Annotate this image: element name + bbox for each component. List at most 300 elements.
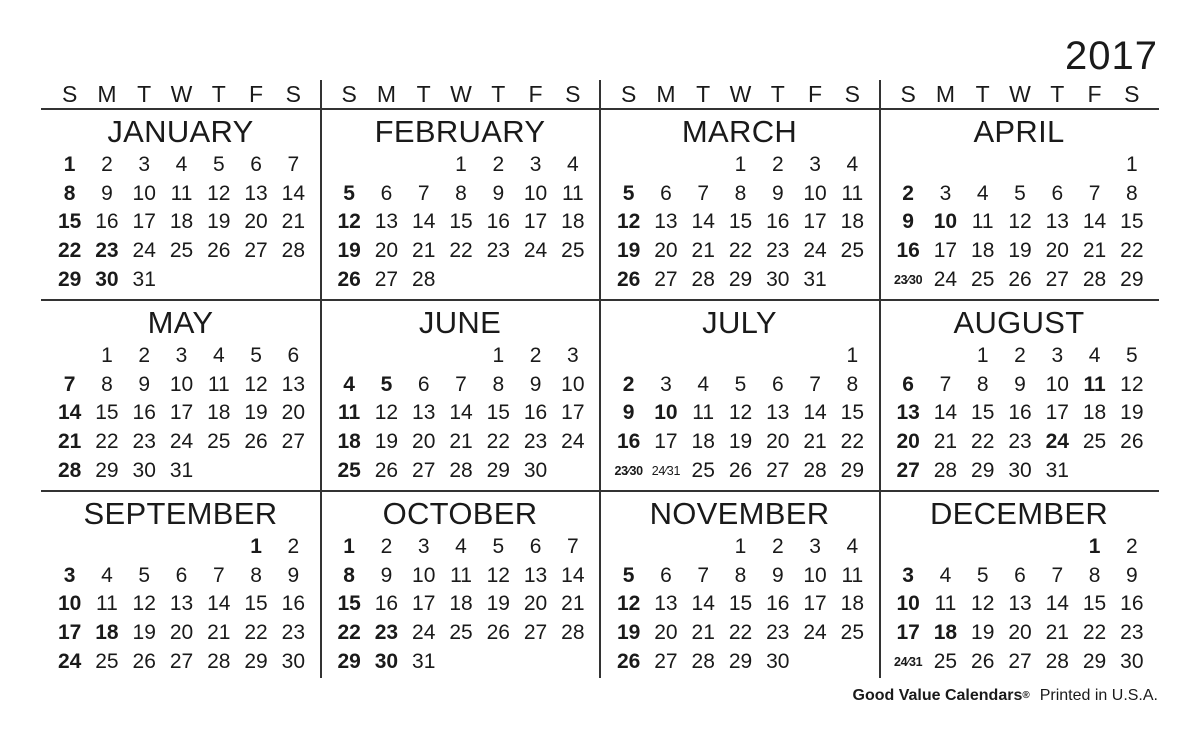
registered-mark: ®: [1022, 690, 1030, 701]
day-cell: 25: [337, 458, 361, 482]
day-cell: 21: [412, 239, 436, 263]
empty-day-cell: [685, 533, 722, 562]
day-cell: 4: [455, 535, 467, 558]
weekday-header: W: [1009, 81, 1031, 107]
day-cell: 16: [374, 592, 399, 616]
day-cell: 24: [523, 239, 548, 263]
weekday-header: T: [211, 81, 226, 107]
day-cell: 29: [486, 458, 510, 482]
empty-day-cell: [1001, 533, 1038, 562]
day-cell: 11: [450, 563, 472, 587]
day-cell: 16: [766, 210, 790, 234]
empty-day-cell: [890, 533, 927, 562]
day-cell: 14: [691, 210, 715, 234]
month-name: NOVEMBER: [649, 496, 830, 531]
day-cell: 27: [654, 649, 678, 673]
day-cell: 29: [971, 458, 995, 482]
day-cell: 9: [138, 372, 151, 396]
day-cell: 28: [1045, 649, 1069, 673]
day-cell: 24: [57, 649, 82, 673]
empty-day-cell: [405, 342, 442, 371]
day-cell: 22: [1120, 239, 1144, 263]
day-cell: 29: [57, 267, 82, 291]
day-cell: 9: [1126, 563, 1138, 587]
day-cell: 23: [281, 621, 306, 645]
day-cell: 11: [338, 401, 361, 425]
day-cell: 15: [840, 401, 865, 425]
day-cell: 11: [561, 181, 584, 205]
day-cell: 6: [287, 344, 300, 367]
empty-day-cell: [927, 533, 964, 562]
calendar-grid: [41, 80, 1159, 680]
weekday-header: S: [844, 81, 860, 107]
day-cell: 29: [1082, 649, 1107, 673]
weekday-header: S: [285, 81, 301, 107]
empty-day-cell: [331, 151, 368, 180]
empty-day-cell: [368, 342, 405, 371]
empty-day-cell: [51, 533, 88, 562]
weekday-header: T: [770, 81, 785, 107]
day-cell: 24: [561, 430, 585, 454]
day-cell: 30: [766, 649, 790, 673]
day-cell: 28: [803, 458, 827, 482]
day-cell: 15: [728, 210, 753, 234]
day-cell: 29: [728, 649, 753, 673]
month-days-grid: [331, 342, 592, 485]
empty-day-cell: [927, 342, 964, 371]
day-cell: 30: [132, 458, 156, 482]
day-cell: 19: [244, 401, 268, 425]
day-cell: 20: [896, 430, 920, 454]
day-cell: 5: [138, 563, 151, 587]
day-cell: 16: [1120, 592, 1144, 616]
day-cell: 21: [691, 239, 715, 263]
day-cell: 25: [933, 649, 958, 673]
empty-day-cell: [331, 342, 368, 371]
month-days-grid: [51, 533, 312, 676]
day-cell: 12: [374, 401, 399, 425]
day-cell: 14: [57, 401, 82, 425]
month-days-grid: [610, 342, 871, 485]
day-cell: 27: [374, 267, 399, 291]
day-cell: 10: [803, 181, 827, 205]
day-cell: 23: [766, 239, 790, 263]
day-cell: 1: [1126, 153, 1138, 176]
day-cell: 13: [412, 401, 436, 425]
day-cell: 12: [616, 210, 641, 234]
day-cell: 13: [281, 372, 306, 396]
month-november: [600, 492, 879, 683]
day-cell: 20: [523, 592, 548, 616]
day-cell: 13: [766, 401, 790, 425]
day-cell: 4: [939, 563, 952, 587]
day-cell: 30: [523, 458, 548, 482]
day-cell: 20: [412, 430, 436, 454]
day-cell: 7: [417, 181, 430, 205]
day-cell: 5: [343, 181, 355, 205]
month-name: AUGUST: [953, 305, 1085, 340]
day-cell: 1: [63, 153, 76, 176]
empty-day-cell: [796, 342, 833, 371]
day-cell: 28: [561, 621, 585, 645]
day-cell: 30: [1120, 649, 1144, 673]
day-cell: 28: [691, 649, 715, 673]
day-cell: 14: [1082, 210, 1107, 234]
day-cell: 7: [809, 372, 821, 396]
day-cell: 3: [660, 372, 672, 396]
day-cell: 10: [169, 372, 194, 396]
month-name: MARCH: [681, 114, 798, 149]
day-cell: 9: [622, 401, 635, 425]
day-cell: 12: [616, 592, 641, 616]
day-cell: 21: [57, 430, 82, 454]
day-cell: 3: [939, 181, 952, 205]
empty-day-cell: [685, 342, 722, 371]
day-cell: 24: [412, 621, 436, 645]
day-cell: 13: [654, 592, 678, 616]
day-cell: 7: [287, 153, 300, 176]
day-cell: 5: [1014, 181, 1026, 205]
day-cell: 20: [1045, 239, 1069, 263]
day-cell: 8: [976, 372, 989, 396]
weekday-header-row: [600, 80, 879, 108]
day-cell: 20: [169, 621, 194, 645]
weekday-header: T: [1050, 81, 1065, 107]
brand-name: Good Value Calendars: [852, 687, 1023, 704]
day-cell: 27: [281, 430, 306, 454]
weekday-header: W: [729, 81, 752, 107]
day-cell: 17: [523, 210, 548, 234]
day-cell: 2: [492, 153, 505, 176]
day-cell: 6: [660, 181, 672, 205]
month-name: MAY: [147, 305, 214, 340]
day-cell: 9: [771, 181, 784, 205]
day-cell: 7: [63, 372, 76, 396]
day-cell: 18: [840, 210, 865, 234]
day-cell: 9: [902, 210, 914, 234]
day-cell: 17: [412, 592, 436, 616]
day-cell: 22: [728, 239, 753, 263]
day-cell: 11: [971, 210, 994, 234]
day-cell: 29: [840, 458, 865, 482]
month-january: [41, 110, 320, 301]
weekday-header-row: [321, 80, 600, 108]
day-cell: 18: [169, 210, 194, 234]
day-cell: 13: [1008, 592, 1032, 616]
day-cell: 17: [57, 621, 82, 645]
day-cell: 21: [449, 430, 473, 454]
day-cell: 3: [175, 344, 188, 367]
day-cell: 12: [244, 372, 268, 396]
day-cell: 11: [96, 592, 118, 616]
empty-day-cell: [647, 342, 684, 371]
day-cell: 18: [561, 210, 585, 234]
day-cell: 4: [175, 153, 188, 176]
day-cell: 13: [896, 401, 920, 425]
day-cell: 23⁄30: [614, 463, 643, 478]
weekday-header: F: [528, 81, 543, 107]
weekday-header: M: [935, 81, 955, 107]
day-cell: 1: [101, 344, 113, 367]
day-cell: 18: [691, 430, 715, 454]
day-cell: 18: [207, 401, 231, 425]
weekday-header: S: [620, 81, 637, 107]
day-cell: 4: [343, 372, 355, 396]
day-cell: 28: [933, 458, 958, 482]
day-cell: 16: [766, 592, 790, 616]
day-cell: 4: [212, 344, 225, 367]
day-cell: 5: [380, 372, 393, 396]
day-cell: 8: [734, 563, 747, 587]
day-cell: 13: [374, 210, 399, 234]
day-cell: 1: [846, 344, 859, 367]
day-cell: 6: [417, 372, 430, 396]
day-cell: 15: [244, 592, 268, 616]
day-cell: 17: [896, 621, 920, 645]
day-cell: 2: [101, 153, 113, 176]
day-cell: 22: [840, 430, 865, 454]
day-cell: 15: [1120, 210, 1144, 234]
day-cell: 17: [933, 239, 958, 263]
day-cell: 14: [691, 592, 715, 616]
day-cell: 23: [132, 430, 156, 454]
day-cell: 6: [902, 372, 914, 396]
day-cell: 3: [809, 153, 821, 176]
day-cell: 20: [281, 401, 306, 425]
day-cell: 31: [412, 649, 436, 673]
weekday-header-row: [41, 80, 320, 108]
day-cell: 12: [132, 592, 156, 616]
weekday-header: T: [975, 81, 990, 107]
month-march: [600, 110, 879, 301]
calendar-year: 2017: [1065, 34, 1158, 78]
day-cell: 8: [455, 181, 467, 205]
day-cell: 31: [132, 267, 156, 291]
day-cell: 15: [486, 401, 510, 425]
weekday-header: M: [656, 81, 676, 107]
day-cell: 11: [841, 563, 864, 587]
day-cell: 22: [728, 621, 753, 645]
day-cell: 9: [287, 563, 300, 587]
day-cell: 4: [697, 372, 710, 396]
day-cell: 15: [728, 592, 753, 616]
day-cell: 25: [95, 649, 119, 673]
empty-day-cell: [610, 151, 647, 180]
day-cell: 26: [132, 649, 156, 673]
day-cell: 5: [492, 535, 505, 558]
day-cell: 12: [486, 563, 510, 587]
month-name: JULY: [702, 305, 777, 340]
day-cell: 2: [529, 344, 542, 367]
day-cell: 17: [561, 401, 585, 425]
day-cell: 21: [1045, 621, 1069, 645]
day-cell: 12: [337, 210, 361, 234]
day-cell: 25: [840, 239, 865, 263]
month-name: DECEMBER: [929, 496, 1109, 531]
month-days-grid: [51, 342, 312, 485]
empty-day-cell: [722, 342, 759, 371]
day-cell: 25: [691, 458, 715, 482]
empty-day-cell: [890, 342, 927, 371]
empty-day-cell: [647, 151, 684, 180]
day-cell: 11: [1083, 372, 1106, 396]
day-cell: 10: [896, 592, 920, 616]
day-cell: 27: [766, 458, 790, 482]
month-name: SEPTEMBER: [83, 496, 278, 531]
day-cell: 24: [803, 239, 827, 263]
day-cell: 15: [337, 592, 361, 616]
day-cell: 27: [896, 458, 920, 482]
day-cell: 7: [697, 563, 710, 587]
day-cell: 16: [616, 430, 641, 454]
weekday-header: T: [491, 81, 506, 107]
day-cell: 8: [250, 563, 262, 587]
day-cell: 14: [1045, 592, 1069, 616]
month-april: [880, 110, 1159, 301]
day-cell: 9: [101, 181, 113, 205]
day-cell: 24: [803, 621, 827, 645]
day-cell: 3: [529, 153, 542, 176]
day-cell: 6: [660, 563, 672, 587]
day-cell: 9: [492, 181, 505, 205]
day-cell: 25: [840, 621, 865, 645]
day-cell: 5: [734, 372, 747, 396]
day-cell: 18: [971, 239, 995, 263]
day-cell: 3: [1051, 344, 1064, 367]
day-cell: 17: [132, 210, 156, 234]
day-cell: 27: [169, 649, 194, 673]
day-cell: 18: [840, 592, 865, 616]
empty-day-cell: [1039, 533, 1076, 562]
day-cell: 7: [1088, 181, 1101, 205]
day-cell: 22: [449, 239, 473, 263]
day-cell: 12: [1120, 372, 1144, 396]
empty-day-cell: [964, 151, 1001, 180]
day-cell: 14: [933, 401, 958, 425]
day-cell: 24⁄31: [893, 654, 923, 669]
day-cell: 27: [654, 267, 678, 291]
day-cell: 3: [567, 344, 579, 367]
day-cell: 12: [971, 592, 995, 616]
day-cell: 9: [1014, 372, 1026, 396]
day-cell: 27: [1045, 267, 1069, 291]
empty-day-cell: [1076, 151, 1113, 180]
day-cell: 21: [561, 592, 585, 616]
day-cell: 10: [132, 181, 156, 205]
day-cell: 6: [380, 181, 393, 205]
day-cell: 26: [728, 458, 753, 482]
day-cell: 10: [1045, 372, 1069, 396]
day-cell: 27: [412, 458, 436, 482]
day-cell: 25: [449, 621, 473, 645]
month-days-grid: [890, 151, 1151, 294]
day-cell: 1: [455, 153, 467, 176]
day-cell: 15: [971, 401, 995, 425]
day-cell: 20: [1008, 621, 1032, 645]
day-cell: 28: [207, 649, 231, 673]
weekday-header: M: [376, 81, 396, 107]
day-cell: 6: [529, 535, 542, 558]
day-cell: 7: [1051, 563, 1064, 587]
day-cell: 23: [1008, 430, 1032, 454]
day-cell: 6: [1014, 563, 1026, 587]
weekday-header: T: [137, 81, 152, 107]
day-cell: 21: [803, 430, 827, 454]
day-cell: 11: [170, 181, 193, 205]
day-cell: 17: [1045, 401, 1069, 425]
day-cell: 27: [523, 621, 548, 645]
empty-day-cell: [200, 533, 237, 562]
day-cell: 12: [207, 181, 231, 205]
month-may: [41, 301, 320, 492]
day-cell: 16: [132, 401, 156, 425]
day-cell: 1: [492, 344, 505, 367]
day-cell: 2: [771, 153, 784, 176]
day-cell: 26: [486, 621, 510, 645]
day-cell: 28: [281, 239, 306, 263]
day-cell: 22: [971, 430, 995, 454]
day-cell: 24: [933, 267, 958, 291]
day-cell: 8: [1126, 181, 1138, 205]
month-name: FEBRUARY: [374, 114, 546, 149]
day-cell: 19: [486, 592, 510, 616]
day-cell: 13: [169, 592, 194, 616]
month-days-grid: [610, 533, 871, 676]
day-cell: 10: [412, 563, 436, 587]
day-cell: 24: [1045, 430, 1069, 454]
day-cell: 20: [654, 239, 678, 263]
day-cell: 2: [1126, 535, 1138, 558]
day-cell: 18: [95, 621, 119, 645]
day-cell: 3: [809, 535, 821, 558]
day-cell: 10: [561, 372, 585, 396]
month-july: [600, 301, 879, 492]
month-days-grid: [331, 151, 592, 294]
day-cell: 13: [523, 563, 548, 587]
weekday-header: F: [808, 81, 823, 107]
day-cell: 30: [1008, 458, 1032, 482]
month-days-grid: [331, 533, 592, 676]
month-august: [880, 301, 1159, 492]
day-cell: 21: [281, 210, 306, 234]
day-cell: 26: [374, 458, 399, 482]
weekday-header: W: [450, 81, 472, 107]
day-cell: 28: [57, 458, 82, 482]
day-cell: 23: [523, 430, 548, 454]
day-cell: 28: [691, 267, 715, 291]
day-cell: 26: [244, 430, 268, 454]
day-cell: 29: [337, 649, 361, 673]
day-cell: 1: [250, 535, 262, 558]
day-cell: 19: [132, 621, 156, 645]
day-cell: 28: [412, 267, 436, 291]
day-cell: 19: [971, 621, 995, 645]
day-cell: 19: [616, 621, 641, 645]
day-cell: 16: [1008, 401, 1032, 425]
day-cell: 20: [374, 239, 399, 263]
day-cell: 4: [1088, 344, 1101, 367]
day-cell: 5: [622, 563, 635, 587]
weekday-header: W: [170, 81, 193, 107]
day-cell: 25: [169, 239, 194, 263]
month-days-grid: [890, 533, 1151, 676]
day-cell: 16: [281, 592, 306, 616]
empty-day-cell: [759, 342, 796, 371]
day-cell: 20: [654, 621, 678, 645]
weekday-header: T: [416, 81, 431, 107]
weekday-header: T: [696, 81, 711, 107]
empty-day-cell: [610, 342, 647, 371]
